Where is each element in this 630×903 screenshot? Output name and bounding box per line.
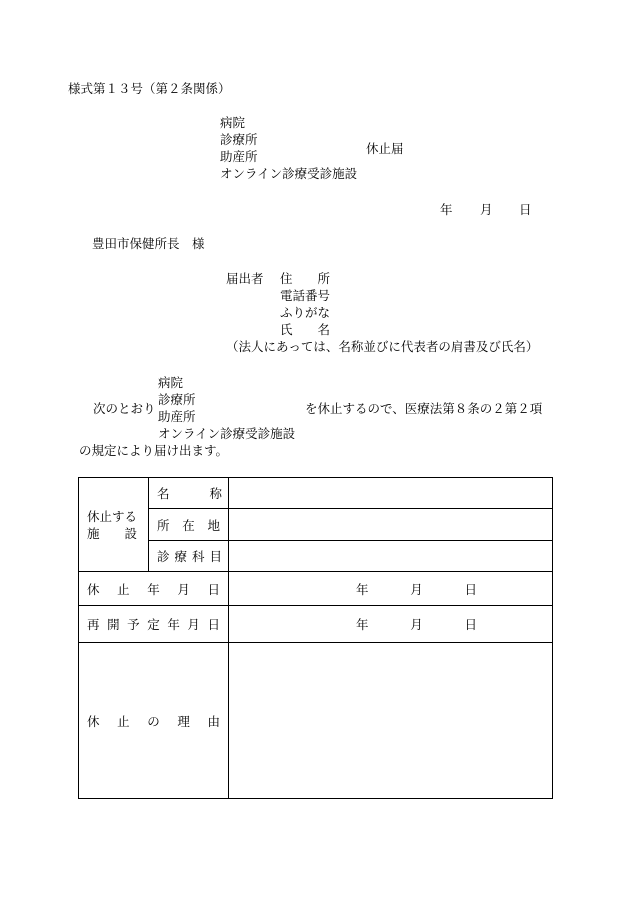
facility-group-header: 休止する 施 設 bbox=[79, 478, 149, 572]
reason-field[interactable] bbox=[229, 643, 553, 799]
reason-label: 休 止 の 理 由 bbox=[79, 643, 229, 799]
facility-location-field[interactable] bbox=[229, 509, 553, 541]
applicant-note: （法人にあっては、名称並びに代表者の肩書及び氏名） bbox=[226, 339, 539, 354]
reopen-date-label: 再 開 予 定 年 月 日 bbox=[79, 606, 229, 643]
body-facility-clinic: 診療所 bbox=[158, 392, 196, 407]
notice-title: 休止届 bbox=[366, 141, 404, 156]
addressee: 豊田市保健所長 様 bbox=[92, 236, 205, 251]
facility-type-online: オンライン診療受診施設 bbox=[220, 166, 358, 181]
facility-name-label: 名 称 bbox=[149, 478, 229, 509]
facility-type-maternity: 助産所 bbox=[220, 149, 258, 164]
facility-location-label: 所 在 地 bbox=[149, 509, 229, 541]
applicant-name-label: 氏 名 bbox=[280, 322, 331, 337]
facility-type-hospital: 病院 bbox=[220, 115, 246, 130]
body-facility-online: オンライン診療受診施設 bbox=[158, 426, 296, 441]
form-number: 様式第１３号（第２条関係） bbox=[68, 81, 231, 96]
applicant-furigana-label: ふりがな bbox=[280, 305, 331, 320]
date-day: 日 bbox=[519, 202, 532, 217]
applicant-phone-label: 電話番号 bbox=[280, 288, 331, 303]
body-tail: の規定により届け出ます。 bbox=[79, 443, 229, 458]
body-middle: を休止するので、医療法第８条の２第２項 bbox=[305, 401, 543, 416]
suspension-form-table bbox=[78, 477, 553, 799]
body-facility-maternity: 助産所 bbox=[158, 409, 196, 424]
departments-field[interactable] bbox=[229, 541, 553, 572]
date-month: 月 bbox=[480, 202, 493, 217]
suspension-date-field[interactable]: 年 月 日 bbox=[229, 572, 553, 606]
applicant-label: 届出者 bbox=[226, 271, 264, 286]
body-facility-hospital: 病院 bbox=[158, 375, 184, 390]
suspension-date-label: 休 止 年 月 日 bbox=[79, 572, 229, 606]
reopen-date-field[interactable]: 年 月 日 bbox=[229, 606, 553, 643]
date-year: 年 bbox=[440, 202, 453, 217]
facility-type-clinic: 診療所 bbox=[220, 132, 258, 147]
facility-name-field[interactable] bbox=[229, 478, 553, 509]
applicant-address-label: 住 所 bbox=[280, 271, 331, 286]
body-lead: 次のとおり bbox=[93, 401, 156, 416]
departments-label: 診 療 科 目 bbox=[149, 541, 229, 572]
